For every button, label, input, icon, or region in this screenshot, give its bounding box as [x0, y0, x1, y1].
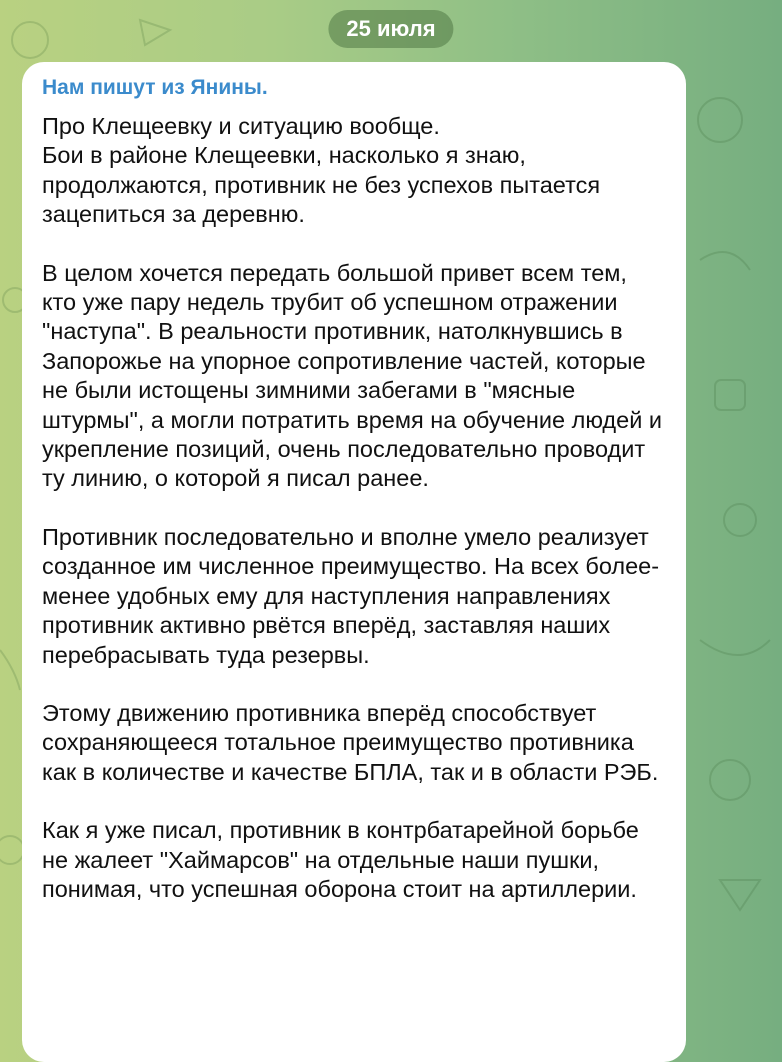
- message-paragraph: В целом хочется передать большой привет всем тем, кто уже пару недель трубит об успешном отражении "наступа". В реальности противник, натолкнувшись в Запорожье на упорное сопротивление частей, которые не были истощены зимними забегами в "мясные штурмы", а могли потратить время на обучение людей и укрепление позиций, очень последовательно проводит ту линию, о которой я писал ранее.: [42, 259, 662, 492]
- message-bubble[interactable]: [22, 62, 686, 1062]
- message-paragraph: Противник последовательно и вполне умело реализует созданное им численное преимущество. На всех более-менее удобных ему для наступления направлениях противник активно рвётся вперёд, заставляя наших перебрасывать туда резервы.: [42, 523, 660, 668]
- message-paragraph: Как я уже писал, противник в контрбатарейной борьбе не жалеет "Хаймарсов" на отдельные наши пушки, понимая, что успешная оборона стоит на артиллерии.: [42, 817, 639, 902]
- message-paragraph: Этому движению противника вперёд способствует сохраняющееся тотальное преимущество противника как в количестве и качестве БПЛА, так и в области РЭБ.: [42, 699, 659, 785]
- date-separator: 25 июля: [328, 10, 453, 48]
- message-sender[interactable]: Нам пишут из Янины.: [42, 76, 268, 99]
- message-paragraph: Про Клещеевку и ситуацию вообще. Бои в районе Клещеевки, насколько я знаю, продолжаются, противник не без успехов пытается зацепиться за деревню.: [42, 113, 601, 228]
